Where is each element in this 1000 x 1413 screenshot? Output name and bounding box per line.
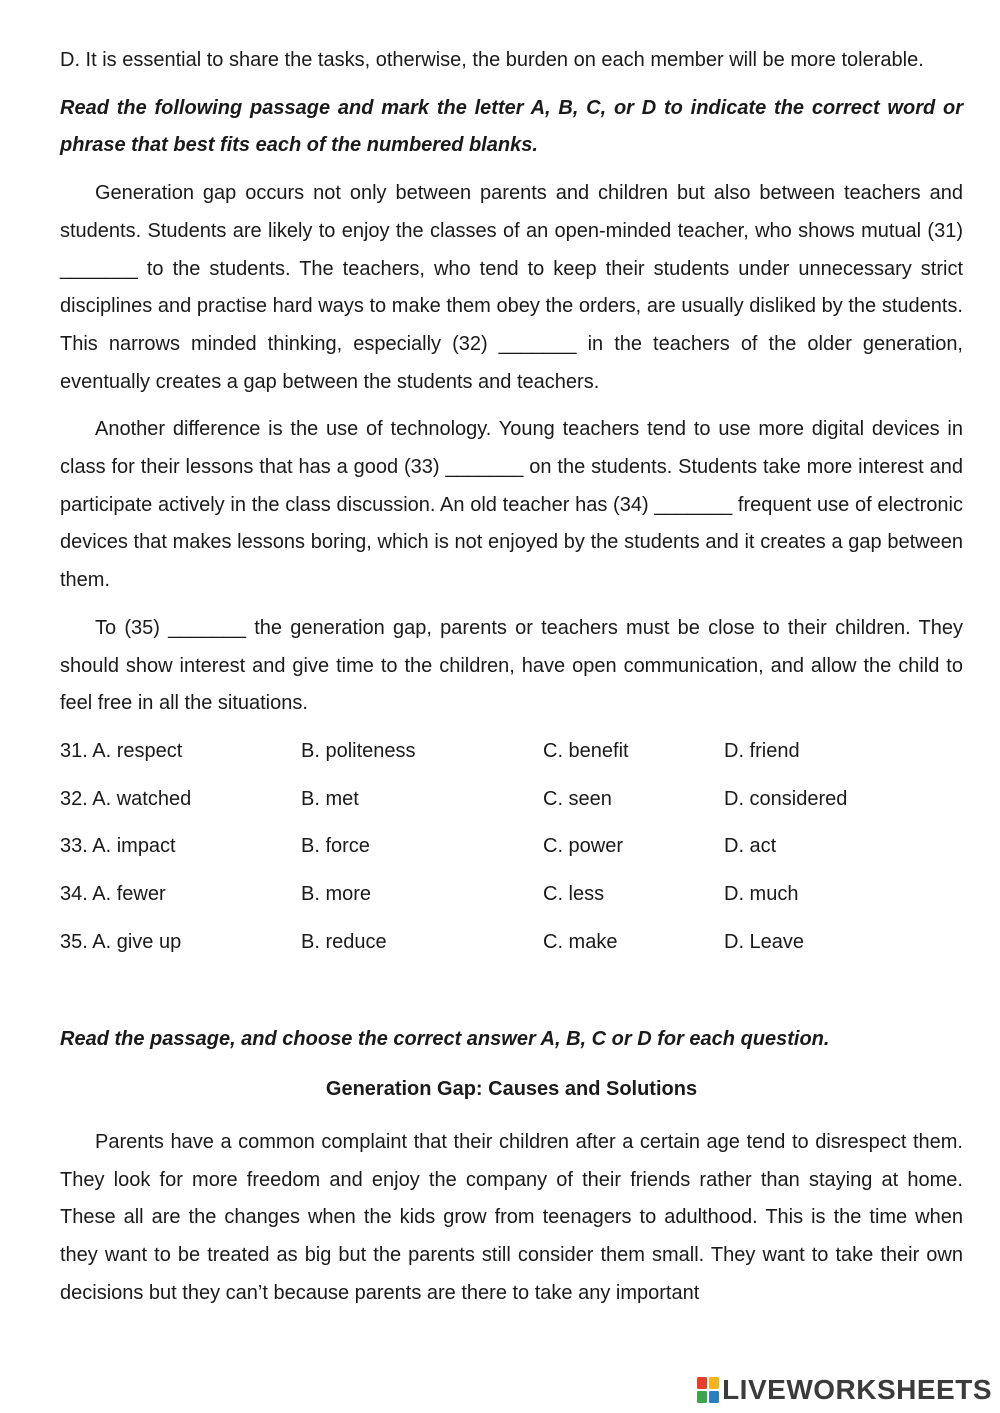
previous-option-d: D. It is essential to share the tasks, otherwise, the burden on each member will be more tolerable.	[60, 49, 924, 71]
question-row-34	[60, 876, 963, 924]
option-d[interactable]: D. act	[724, 835, 777, 858]
option-d[interactable]: D. Leave	[724, 930, 805, 953]
passage2-paragraph-1: Parents have a common complaint that their children after a certain age tend to disrespect them. They look for more freedom and enjoy the company of their friends rather than staying at home. These all are the changes when the kids grow from teenagers to adulthood. This is the time when they want to be treated as big but the parents still consider them small. They want to take their own decisions but they can’t because parents are there to take any important	[60, 1130, 963, 1304]
worksheet-page	[60, 42, 963, 1312]
passage-paragraph-2: Another difference is the use of technology. Young teachers tend to use more digital devices in class for their lessons that has a good (33) _______ on the students. Students take more interest and participate actively in the class discussion. An old teacher has (34) _______ frequent use of electronic devices that makes lessons boring, which is not enjoyed by the students and it creates a gap between them.	[60, 418, 963, 592]
option-a[interactable]: 31. A. respect	[60, 739, 183, 762]
option-d[interactable]: D. much	[724, 883, 799, 906]
liveworksheets-logo-icon	[697, 1377, 719, 1403]
passage-paragraph-1: Generation gap occurs not only between parents and children but also between teachers and students. Students are likely to enjoy the classes of an open-minded teacher, who shows mutual (31) _______ to the students. The teachers, who tend to keep their students under unnecessary strict disciplines and practise hard ways to make them obey the orders, are usually disliked by the students. This narrows minded thinking, especially (32) _______ in the teachers of the older generation, eventually creates a gap between the students and teachers.	[60, 182, 963, 393]
option-d[interactable]: D. friend	[724, 739, 800, 762]
option-a[interactable]: 34. A. fewer	[60, 883, 166, 906]
option-c[interactable]: C. less	[543, 883, 605, 906]
option-b[interactable]: B. force	[301, 835, 370, 858]
liveworksheets-logo	[697, 1373, 992, 1407]
question-row-31	[60, 733, 963, 781]
question-row-32	[60, 781, 963, 829]
option-b[interactable]: B. politeness	[301, 739, 416, 762]
liveworksheets-logo-text: LIVEWORKSHEETS	[722, 1374, 992, 1405]
option-c[interactable]: C. power	[543, 835, 624, 858]
passage-paragraph-3: To (35) _______ the generation gap, parents or teachers must be close to their children. They should show interest and give time to the children, have open communication, and allow the child to feel free in all the situations.	[60, 616, 963, 715]
option-d[interactable]: D. considered	[724, 787, 848, 810]
section1-instruction: Read the following passage and mark the letter A, B, C, or D to indicate the correct word or phrase that best fits each of the numbered blanks.	[60, 96, 963, 157]
option-b[interactable]: B. reduce	[301, 930, 387, 953]
question-row-33	[60, 828, 963, 876]
option-c[interactable]: C. make	[543, 930, 618, 953]
option-c[interactable]: C. benefit	[543, 739, 629, 762]
option-c[interactable]: C. seen	[543, 787, 612, 810]
passage-title: Generation Gap: Causes and Solutions	[325, 1078, 698, 1101]
option-a[interactable]: 33. A. impact	[60, 835, 176, 858]
option-b[interactable]: B. more	[301, 883, 372, 906]
option-a[interactable]: 32. A. watched	[60, 787, 192, 810]
option-a[interactable]: 35. A. give up	[60, 930, 182, 953]
question-row-35	[60, 924, 963, 972]
section2-instruction: Read the passage, and choose the correct answer A, B, C or D for each question.	[60, 1028, 830, 1051]
option-b[interactable]: B. met	[301, 787, 359, 810]
question-options	[60, 733, 963, 971]
